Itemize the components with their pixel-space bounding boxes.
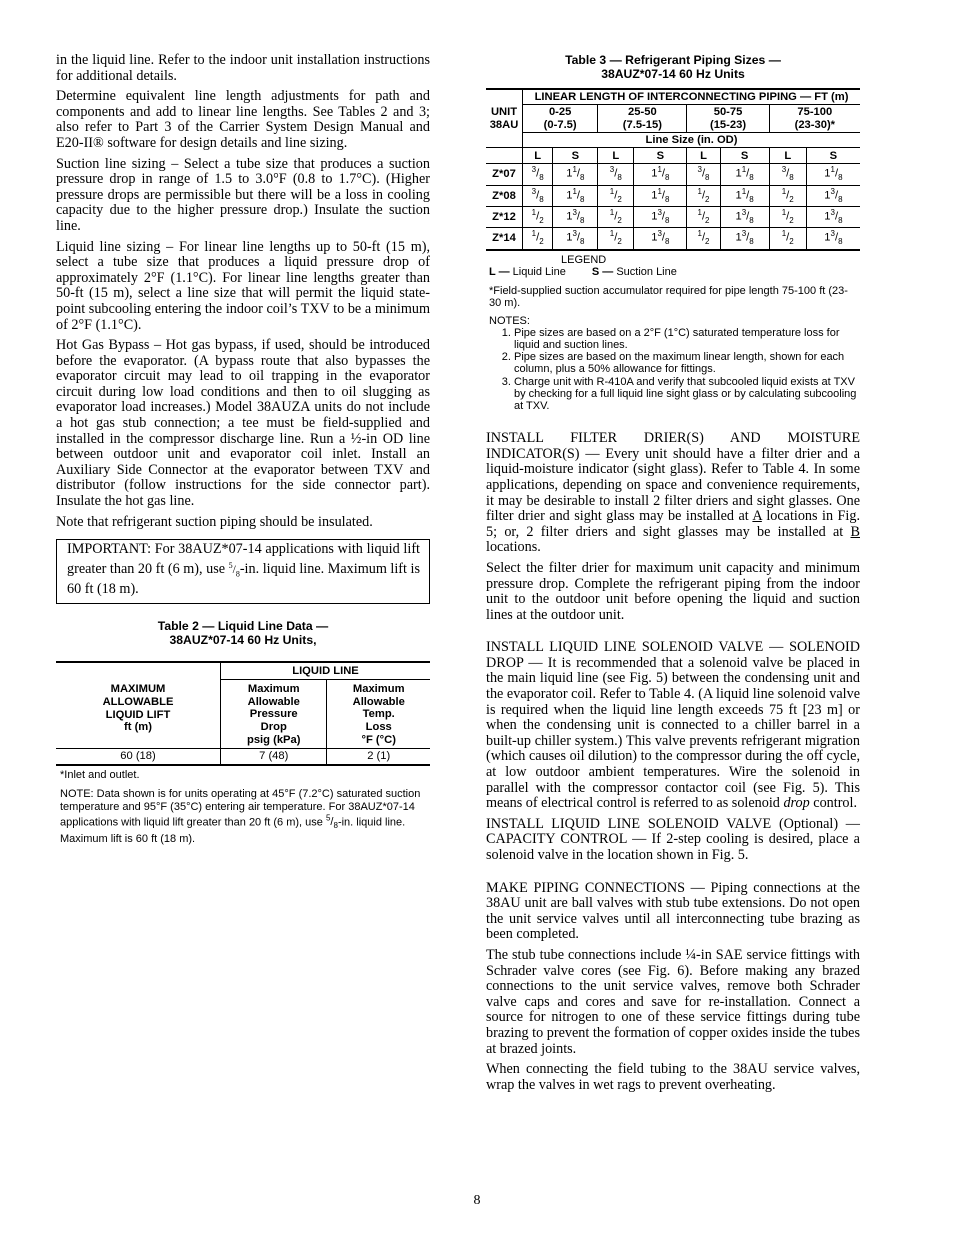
cell-liquid-lift: 60 (18) — [56, 749, 221, 766]
size-cell: $^1/_2$ — [687, 206, 720, 227]
size-cell: $1^3/_8$ — [806, 206, 860, 227]
size-cell: $^1/_2$ — [687, 185, 720, 206]
header-ls: S — [720, 148, 769, 164]
paragraph-hot-gas-bypass: Hot Gas Bypass – Hot gas bypass, if used, should be introduced before the evaporator. (A bypass route that also bypasses the evaporator circuit may lead to oil trapping in the evaporator circuit during low load conditions and then to oil slugging as evaporator load increases.) Model 38AUZA units do not include a hot gas stub connection; a tee must be field-supplied and installed in the compressor discharge line. Run a ½-in OD line between outdoor unit and evaporator coil inlet. Install an Auxiliary Side Connector at the evaporator between TXV and distributor (follow instructions for the side connector part). Insulate the hot gas line. — [56, 337, 430, 510]
paragraph-filter-select: Select the filter drier for maximum unit capacity and minimum pressure drop. Complete the refrigerant piping from the indoor unit to the outdoor unit before opening the liquid and suction lines at the outdoor unit. — [486, 559, 860, 623]
table3-title: Table 3 — Refrigerant Piping Sizes — — [565, 53, 781, 67]
header-range: 25-50 (7.5-15) — [598, 105, 687, 133]
size-cell: $1^1/_8$ — [634, 185, 687, 206]
left-column — [56, 53, 430, 845]
size-cell: $1^3/_8$ — [634, 228, 687, 250]
size-cell: $^1/_2$ — [769, 206, 806, 227]
size-cell: $^1/_2$ — [687, 228, 720, 250]
table-row — [486, 206, 860, 227]
paragraph-equivalent-length: Determine equivalent line length adjustments for path and components and add to linear line lengths. See Tables 2 and 3; also refer to Part 3 of the Carrier System Design Manual and E20-II® software for design details and line sizing. — [56, 88, 430, 151]
header-unit: UNIT 38AU — [486, 89, 523, 148]
size-cell: $1^1/_8$ — [720, 185, 769, 206]
liquid-line-data-table — [56, 661, 430, 766]
cell-pressure-drop: 7 (48) — [221, 749, 327, 766]
paragraph-piping-connections: MAKE PIPING CONNECTIONS — Piping connections at the 38AU unit are ball valves with stub tube extensions. Do not open the unit service valves until all interconnecting tube brazing as been completed. — [486, 879, 860, 943]
unit-cell: Z*14 — [486, 228, 523, 250]
header-range: 75-100 (23-30)* — [769, 105, 860, 133]
size-cell: $^1/_2$ — [769, 185, 806, 206]
legend-items: L — Liquid Line S — Suction Line — [489, 265, 677, 278]
unit-cell: Z*08 — [486, 185, 523, 206]
size-cell: $1^3/_8$ — [806, 228, 860, 250]
size-cell: $1^3/_8$ — [806, 185, 860, 206]
legend-title: LEGEND — [561, 253, 607, 266]
important-text: IMPORTANT: For 38AUZ*07-14 applications with liquid lift greater than 20 ft (6 m), use $^5/_8-in$. liquid line. Maximum lift is 60 ft (18 m). — [67, 541, 420, 597]
size-cell: $^3/_8$ — [598, 164, 634, 185]
paragraph-liquid-sizing: Liquid line sizing – For linear line lengths up to 50-ft (15 m), select a tube size that produces a liquid pressure drop of approximately 2°F (1.1°C). For linear line lengths greater than 50-ft (15 m), select a line size that will permit the liquid state-point subcooling entering the indoor coil’s TXV to be a minimum of 2°F (1.1°C). — [56, 238, 430, 333]
heading-piping-connections: MAKE PIPING CONNECTIONS — [486, 879, 685, 896]
table2-title: Table 2 — Liquid Line Data — — [157, 619, 329, 634]
note-item: 2. Pipe sizes are based on the maximum linear length, shown for each column, plus a 50% allowance for fittings. — [514, 351, 860, 375]
size-cell: $1^1/_8$ — [806, 164, 860, 185]
header-temp-loss: Maximum Allowable Temp. Loss °F (°C) — [327, 680, 430, 749]
paragraph-stub-tube: The stub tube connections include ¼-in SAE service fittings with Schrader valve cores (see Fig. 6). Before making any brazed connections to the unit service valves, remove both Schrader valve caps and cores and save for re-installation. Connect a source for nitrogen to one of these service fittings during tube brazing to prevent the formation of copper oxides inside the tubes at brazed joints. — [486, 946, 860, 1057]
table2-subtitle: 38AUZ*07-14 60 Hz Units, — [169, 633, 317, 648]
unit-cell: Z*07 — [486, 164, 523, 185]
note-item: 3. Charge unit with R-410A and verify that subcooled liquid exists at TXV by checking for a full liquid line sight glass or by calculating subcooling at TXV. — [514, 376, 860, 413]
size-cell: $^1/_2$ — [598, 185, 634, 206]
page-number: 8 — [473, 1193, 481, 1208]
size-cell: $1^3/_8$ — [553, 228, 598, 250]
size-cell: $1^3/_8$ — [720, 228, 769, 250]
table3-footnote: *Field-supplied suction accumulator required for pipe length 75-100 ft (23-30 m). — [489, 285, 848, 310]
unit-cell: Z*12 — [486, 206, 523, 227]
paragraph-capacity-control: INSTALL LIQUID LINE SOLENOID VALVE (Optional) — CAPACITY CONTROL — If 2-step cooling is desired, place a solenoid valve in the location shown in Fig. 5. — [486, 815, 860, 863]
header-pressure-drop: Maximum Allowable Pressure Drop psig (kPa) — [221, 680, 327, 749]
header-ls: S — [553, 148, 598, 164]
paragraph-wet-rags: When connecting the field tubing to the 38AU service valves, wrap the valves in wet rags to prevent overheating. — [486, 1061, 860, 1093]
cell-temp-loss: 2 (1) — [327, 749, 430, 766]
size-cell: $^1/_2$ — [523, 228, 553, 250]
header-ls: S — [634, 148, 687, 164]
header-max-liquid-lift: MAXIMUM ALLOWABLE LIQUID LIFT ft (m) — [56, 662, 221, 748]
table3-subtitle: 38AUZ*07-14 60 Hz Units — [601, 67, 745, 81]
header-ls: L — [769, 148, 806, 164]
size-cell: $1^3/_8$ — [720, 206, 769, 227]
header-range: 0-25 (0-7.5) — [523, 105, 598, 133]
important-box — [56, 539, 430, 604]
header-ls: L — [687, 148, 720, 164]
header-blank — [486, 148, 523, 164]
header-linear-length: LINEAR LENGTH OF INTERCONNECTING PIPING — FT (m) — [523, 89, 861, 105]
paragraph-solenoid-drop: INSTALL LIQUID LINE SOLENOID VALVE — SOLENOID DROP — It is recommended that a solenoid valve be placed in the main liquid line (see Fig. 5) between the condensing unit and the evaporator coil. Refer to Table 4. (A liquid line solenoid valve is required when the liquid line length exceeds 75 ft [23 m] or when the condensing unit is connected to a chiller barrel in a built-up chiller system.) This valve prevents refrigerant migration (which causes oil dilution) to the compressor during the off cycle, at low outdoor ambient temperatures. Wire the solenoid in parallel with the compressor contactor coil (see Fig. 5). This means of electrical control is referred to as solenoid drop control. — [486, 639, 860, 812]
refrigerant-piping-table — [486, 88, 860, 251]
note-item: 1. Pipe sizes are based on a 2°F (1°C) saturated temperature loss for liquid and suction lines. — [514, 327, 860, 351]
header-line-size: Line Size (in. OD) — [523, 133, 861, 148]
table-row — [486, 185, 860, 206]
paragraph-suction-sizing: Suction line sizing – Select a tube size that produces a suction pressure drop in range of 1.5 to 3.0°F (0.8 to 1.7°C). (Higher pressure drops are permissible but there will be a loss in cooling capacity due to the higher pressure drop.) Insulate the suction line. — [56, 155, 430, 234]
size-cell: $1^3/_8$ — [634, 206, 687, 227]
header-ls: S — [806, 148, 860, 164]
size-cell: $1^1/_8$ — [553, 164, 598, 185]
header-ls: L — [523, 148, 553, 164]
size-cell: $1^3/_8$ — [553, 206, 598, 227]
right-column — [486, 53, 860, 1098]
table2-footnote: *Inlet and outlet. — [60, 769, 140, 782]
size-cell: $1^1/_8$ — [553, 185, 598, 206]
notes-title: NOTES: — [489, 314, 530, 327]
header-range: 50-75 (15-23) — [687, 105, 769, 133]
table3-caption — [486, 53, 860, 81]
size-cell: $^1/_2$ — [598, 206, 634, 227]
size-cell: $^3/_8$ — [769, 164, 806, 185]
size-cell: $^3/_8$ — [523, 185, 553, 206]
size-cell: $1^1/_8$ — [634, 164, 687, 185]
table-row — [486, 228, 860, 250]
notes-list — [486, 327, 860, 412]
size-cell: $^3/_8$ — [687, 164, 720, 185]
header-liquid-line: LIQUID LINE — [221, 662, 431, 680]
heading-filter-drier: INSTALL FILTER DRIER(S) AND MOISTURE INDICATOR(S) — [486, 430, 860, 462]
table2-note: NOTE: Data shown is for units operating at 45°F (7.2°C) saturated suction temperature and 95°F (35°C) entering air temperature. For 38AUZ*07-14 applications with liquid lift greater than 20 ft (6 m), use $^5/_8-in$. liquid line. Maximum lift is 60 ft (18 m). — [60, 788, 421, 845]
size-cell: $1^1/_8$ — [720, 164, 769, 185]
paragraph-insulation-note: Note that refrigerant suction piping should be insulated. — [56, 513, 373, 530]
paragraph-liquid-line-ref: in the liquid line. Refer to the indoor unit installation instructions for additional details. — [56, 52, 430, 84]
size-cell: $^3/_8$ — [523, 164, 553, 185]
heading-solenoid-drop: INSTALL LIQUID LINE SOLENOID VALVE — SOLENOID DROP — [486, 639, 860, 671]
table2-caption — [56, 619, 430, 647]
size-cell: $^1/_2$ — [598, 228, 634, 250]
table-row — [486, 164, 860, 185]
size-cell: $^1/_2$ — [769, 228, 806, 250]
paragraph-filter-drier: INSTALL FILTER DRIER(S) AND MOISTURE INDICATOR(S) — Every unit should have a filter drier and a liquid-moisture indicator (sight glass). Refer to Table 4. In some applications, depending on space and convenience requirements, it may be desirable to install 2 filter driers and sight glasses. One filter drier and sight glass may be installed at A locations in Fig. 5; or, 2 filter driers and sight glasses may be installed at B locations. — [486, 430, 860, 556]
size-cell: $^1/_2$ — [523, 206, 553, 227]
header-ls: L — [598, 148, 634, 164]
heading-capacity-control: INSTALL LIQUID LINE SOLENOID VALVE (Optional) — CAPACITY CONTROL — [486, 815, 860, 848]
